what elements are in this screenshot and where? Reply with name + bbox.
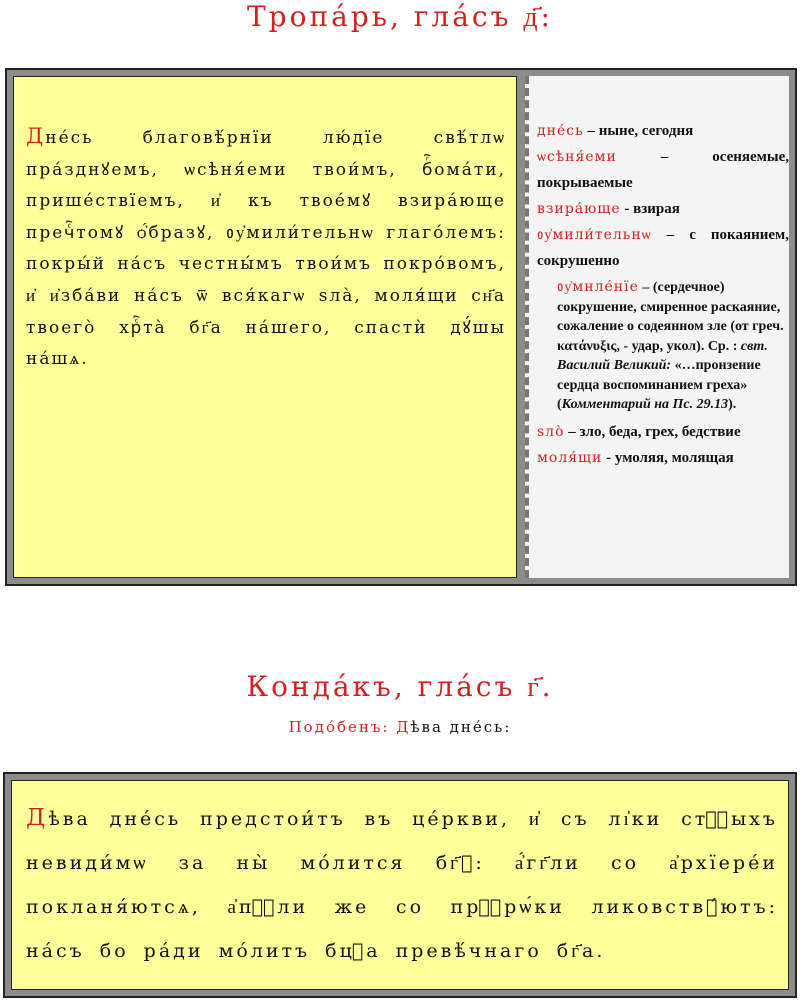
glossary-definition: – с покаянием, сокрушенно xyxy=(537,227,789,269)
glossary-term: ᲂу҆мнле́нїе xyxy=(557,279,639,295)
glossary-definition: – зло, беда, грех, бедствие xyxy=(564,423,741,440)
glossary-entry xyxy=(537,419,789,445)
kontakion-body: ѣва дне́сь предстои́тъ въ це́ркви, и҆ съ лı҆ки стⷯ҇ыхъ невиди́мѡ за ны̀ мо́лится бг҃ꙋ: а҆́гг҃ли со а҆рхїере́и покланя́ютсѧ, а҆пⷭ҇ли же со прⷪ҇рѡ́ки ликовствꙋ́ютъ: на́съ бо ра́ди мо́литъ бцⷣа превѣ́чнаго бг҃а. xyxy=(26,808,778,962)
glossary-term: ᲂу҆мили́тельнѡ xyxy=(537,227,652,243)
podoben-text: ѣва дне́сь: xyxy=(410,718,512,736)
troparion-text xyxy=(26,121,506,376)
troparion-title: Тропа́рь, гла́съ д҃: xyxy=(246,0,553,33)
kontakion-initial: Д xyxy=(26,803,49,831)
kontakion-text-panel xyxy=(11,780,789,990)
glossary-definition: – ныне, сегодня xyxy=(583,123,694,139)
kontakion-text xyxy=(26,795,778,973)
podoben-line xyxy=(0,718,800,736)
troparion-initial: Д xyxy=(26,124,46,149)
glossary-term: взира́юще xyxy=(537,201,621,217)
glossary-quote: «…пронзение сердца воспоминанием греха» ( xyxy=(557,358,761,412)
glossary-entry-umilenie xyxy=(557,278,789,415)
glossary-entry xyxy=(537,222,789,274)
kontakion-title: Конда́къ, гла́съ г҃. xyxy=(246,670,554,703)
glossary-quote-source: Комментарий на Пс. 29.13 xyxy=(561,397,729,412)
glossary-definition: - умоляя, молящая xyxy=(602,449,734,466)
glossary-entry xyxy=(537,118,789,144)
glossary-term: моля́щи xyxy=(537,449,603,466)
glossary-entry xyxy=(537,196,789,222)
podoben-label: Подо́бенъ: xyxy=(288,718,390,736)
podoben-initial: Д xyxy=(396,718,411,736)
troparion-text-panel xyxy=(13,76,517,578)
glossary-entry xyxy=(537,445,789,471)
glossary-definition: – осеняемые, покрываемые xyxy=(537,149,789,191)
glossary-panel xyxy=(525,76,789,578)
kontakion-frame xyxy=(3,772,797,998)
glossary-definition: – (сердечное) сокрушение, смиренное раскаяние, сожаление о содеянном зле (от греч. κατάνυξις, - удар, укол). Ср. : xyxy=(557,280,784,354)
troparion-body: не́сь благовѣ́рнїи лю́дїе свѣ́тлѡ пра́зднꙋемъ, ѡсѣня́еми твои́мъ, бⷢ҇ома́ти, прише́ствїемъ, и҆ къ твое́мꙋ взира́юще пречⷭ҇томꙋ ѻ҆́бразꙋ, ᲂу҆мили́тельнѡ глаго́лемъ: покры́й на́съ честны́мъ твои́мъ покро́вомъ, и҆ и҆зба́ви на́съ ѿ вся́кагѡ ѕла̀, моля́щи сн҃а твоего̀ хрⷭ҇та̀ бг҃а на́шего, спастѝ дꙋ́шы на́шѧ. xyxy=(26,128,506,370)
troparion-frame xyxy=(5,68,797,586)
glossary-term: ѡсѣня́еми xyxy=(537,149,617,165)
glossary-list xyxy=(537,118,789,471)
glossary-term: дне́сь xyxy=(537,123,584,139)
glossary-term: ѕло̀ xyxy=(537,423,565,440)
glossary-definition: - взирая xyxy=(620,201,680,217)
glossary-quote-close: ). xyxy=(728,397,737,412)
glossary-entry xyxy=(537,144,789,196)
glossary-quote-author: свт. Василий Великий: xyxy=(557,338,768,373)
